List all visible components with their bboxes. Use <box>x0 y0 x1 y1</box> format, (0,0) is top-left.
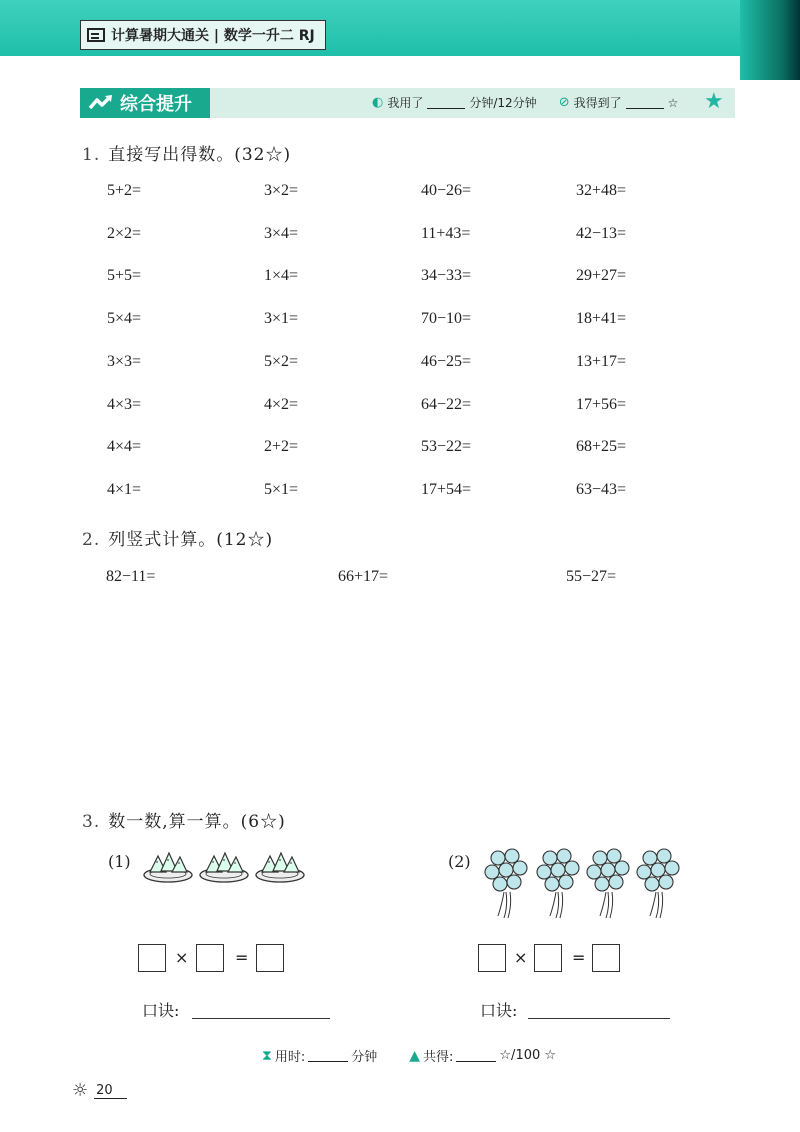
calc-item: 18+41= <box>576 310 627 327</box>
calc-item: 32+48= <box>576 182 627 199</box>
calc-item: 29+27= <box>576 267 627 284</box>
book-title: 计算暑期大通关 | 数学一升二 RJ <box>111 28 315 44</box>
trend-icon <box>88 94 114 112</box>
calc-item: 5×1= <box>264 481 299 498</box>
page-number: 20 <box>94 1083 127 1099</box>
q2-number: 2. <box>82 530 101 550</box>
equals-sign: = <box>235 948 249 967</box>
page-fold <box>740 0 800 80</box>
calc-item: 4×2= <box>264 396 299 413</box>
answer-box[interactable] <box>196 944 224 972</box>
calc-item: 4×3= <box>107 396 142 413</box>
calc-item: 5×4= <box>107 310 142 327</box>
clock-icon: ◐ <box>372 95 384 110</box>
calc-item: 34−33= <box>421 267 472 284</box>
book-icon <box>87 28 105 42</box>
score-blank[interactable] <box>626 96 664 109</box>
time-blank[interactable] <box>427 96 465 109</box>
answer-box[interactable] <box>138 944 166 972</box>
footer <box>262 1046 556 1065</box>
footer-total-suffix: ☆/100 ☆ <box>499 1048 557 1063</box>
q2-item: 55−27= <box>566 568 617 585</box>
sun-icon: ☼ <box>72 1080 89 1101</box>
footer-total-label: 共得: <box>423 1050 454 1065</box>
answer-box[interactable] <box>478 944 506 972</box>
calc-item: 40−26= <box>421 182 472 199</box>
calc-item: 11+43= <box>421 225 471 242</box>
answer-box[interactable] <box>534 944 562 972</box>
section-title: 综合提升 <box>120 94 192 115</box>
calc-item: 63−43= <box>576 481 627 498</box>
calc-item: 2×2= <box>107 225 142 242</box>
check-icon: ⊘ <box>558 95 570 110</box>
time-suffix: 分钟/12分钟 <box>469 96 537 110</box>
calc-item: 3×2= <box>264 182 299 199</box>
koujue-blank[interactable] <box>528 1018 670 1019</box>
time-prefix: 我用了 <box>387 96 424 110</box>
section-title-box <box>80 88 210 118</box>
calc-item: 2+2= <box>264 438 299 455</box>
equals-sign: = <box>572 948 586 967</box>
calc-item: 3×4= <box>264 225 299 242</box>
calc-item: 1×4= <box>264 267 299 284</box>
times-sign: × <box>175 948 189 967</box>
score-prefix: 我得到了 <box>573 96 622 110</box>
q3-title <box>82 807 286 832</box>
balloon-bunch-icon <box>586 848 636 920</box>
calc-item: 46−25= <box>421 353 472 370</box>
q1-number: 1. <box>82 145 101 165</box>
calc-item: 5+2= <box>107 182 142 199</box>
q3-part2-label: (2) <box>448 852 471 871</box>
q3-number: 3. <box>82 812 101 832</box>
q1-text: 直接写出得数。(32☆) <box>108 145 292 165</box>
q2-text: 列竖式计算。(12☆) <box>108 530 274 550</box>
calc-item: 13+17= <box>576 353 627 370</box>
calc-item: 53−22= <box>421 438 472 455</box>
balloon-bunch-icon <box>536 848 586 920</box>
footer-total-blank[interactable] <box>456 1049 496 1062</box>
footer-time-label: 用时: <box>274 1050 306 1065</box>
answer-box[interactable] <box>256 944 284 972</box>
calc-item: 3×3= <box>107 353 142 370</box>
watermelon-plate-icon <box>142 848 194 884</box>
calc-item: 68+25= <box>576 438 627 455</box>
q3-text: 数一数,算一算。(6☆) <box>108 812 286 832</box>
watermelon-plate-icon <box>254 848 306 884</box>
calc-item: 5×2= <box>264 353 299 370</box>
q1-title <box>82 140 291 165</box>
balloon-bunch-icon <box>636 848 686 920</box>
calc-item: 17+54= <box>421 481 472 498</box>
q2-item: 82−11= <box>106 568 156 585</box>
calc-item: 42−13= <box>576 225 627 242</box>
calc-item: 70−10= <box>421 310 472 327</box>
footer-time-unit: 分钟 <box>351 1050 378 1065</box>
house-icon: ▲ <box>409 1047 421 1064</box>
q2-title <box>82 525 273 550</box>
calc-item: 3×1= <box>264 310 299 327</box>
page-number-box <box>72 1080 127 1101</box>
calc-item: 4×1= <box>107 481 142 498</box>
hourglass-icon: ⧗ <box>262 1047 272 1064</box>
q2-item: 66+17= <box>338 568 389 585</box>
book-title-box <box>80 20 326 50</box>
footer-time-blank[interactable] <box>308 1049 348 1062</box>
koujue-label: 口诀: <box>480 1001 518 1020</box>
balloon-bunch-icon <box>484 848 534 920</box>
koujue-label: 口诀: <box>142 1001 180 1020</box>
calc-item: 4×4= <box>107 438 142 455</box>
calc-item: 17+56= <box>576 396 627 413</box>
calc-item: 64−22= <box>421 396 472 413</box>
star-icon: ★ <box>704 89 724 114</box>
calc-item: 5+5= <box>107 267 142 284</box>
score-suffix: ☆ <box>667 95 679 110</box>
answer-box[interactable] <box>592 944 620 972</box>
times-sign: × <box>514 948 528 967</box>
section-meta <box>372 94 678 111</box>
watermelon-plate-icon <box>198 848 250 884</box>
q3-part1-label: (1) <box>108 852 131 871</box>
koujue-blank[interactable] <box>192 1018 330 1019</box>
